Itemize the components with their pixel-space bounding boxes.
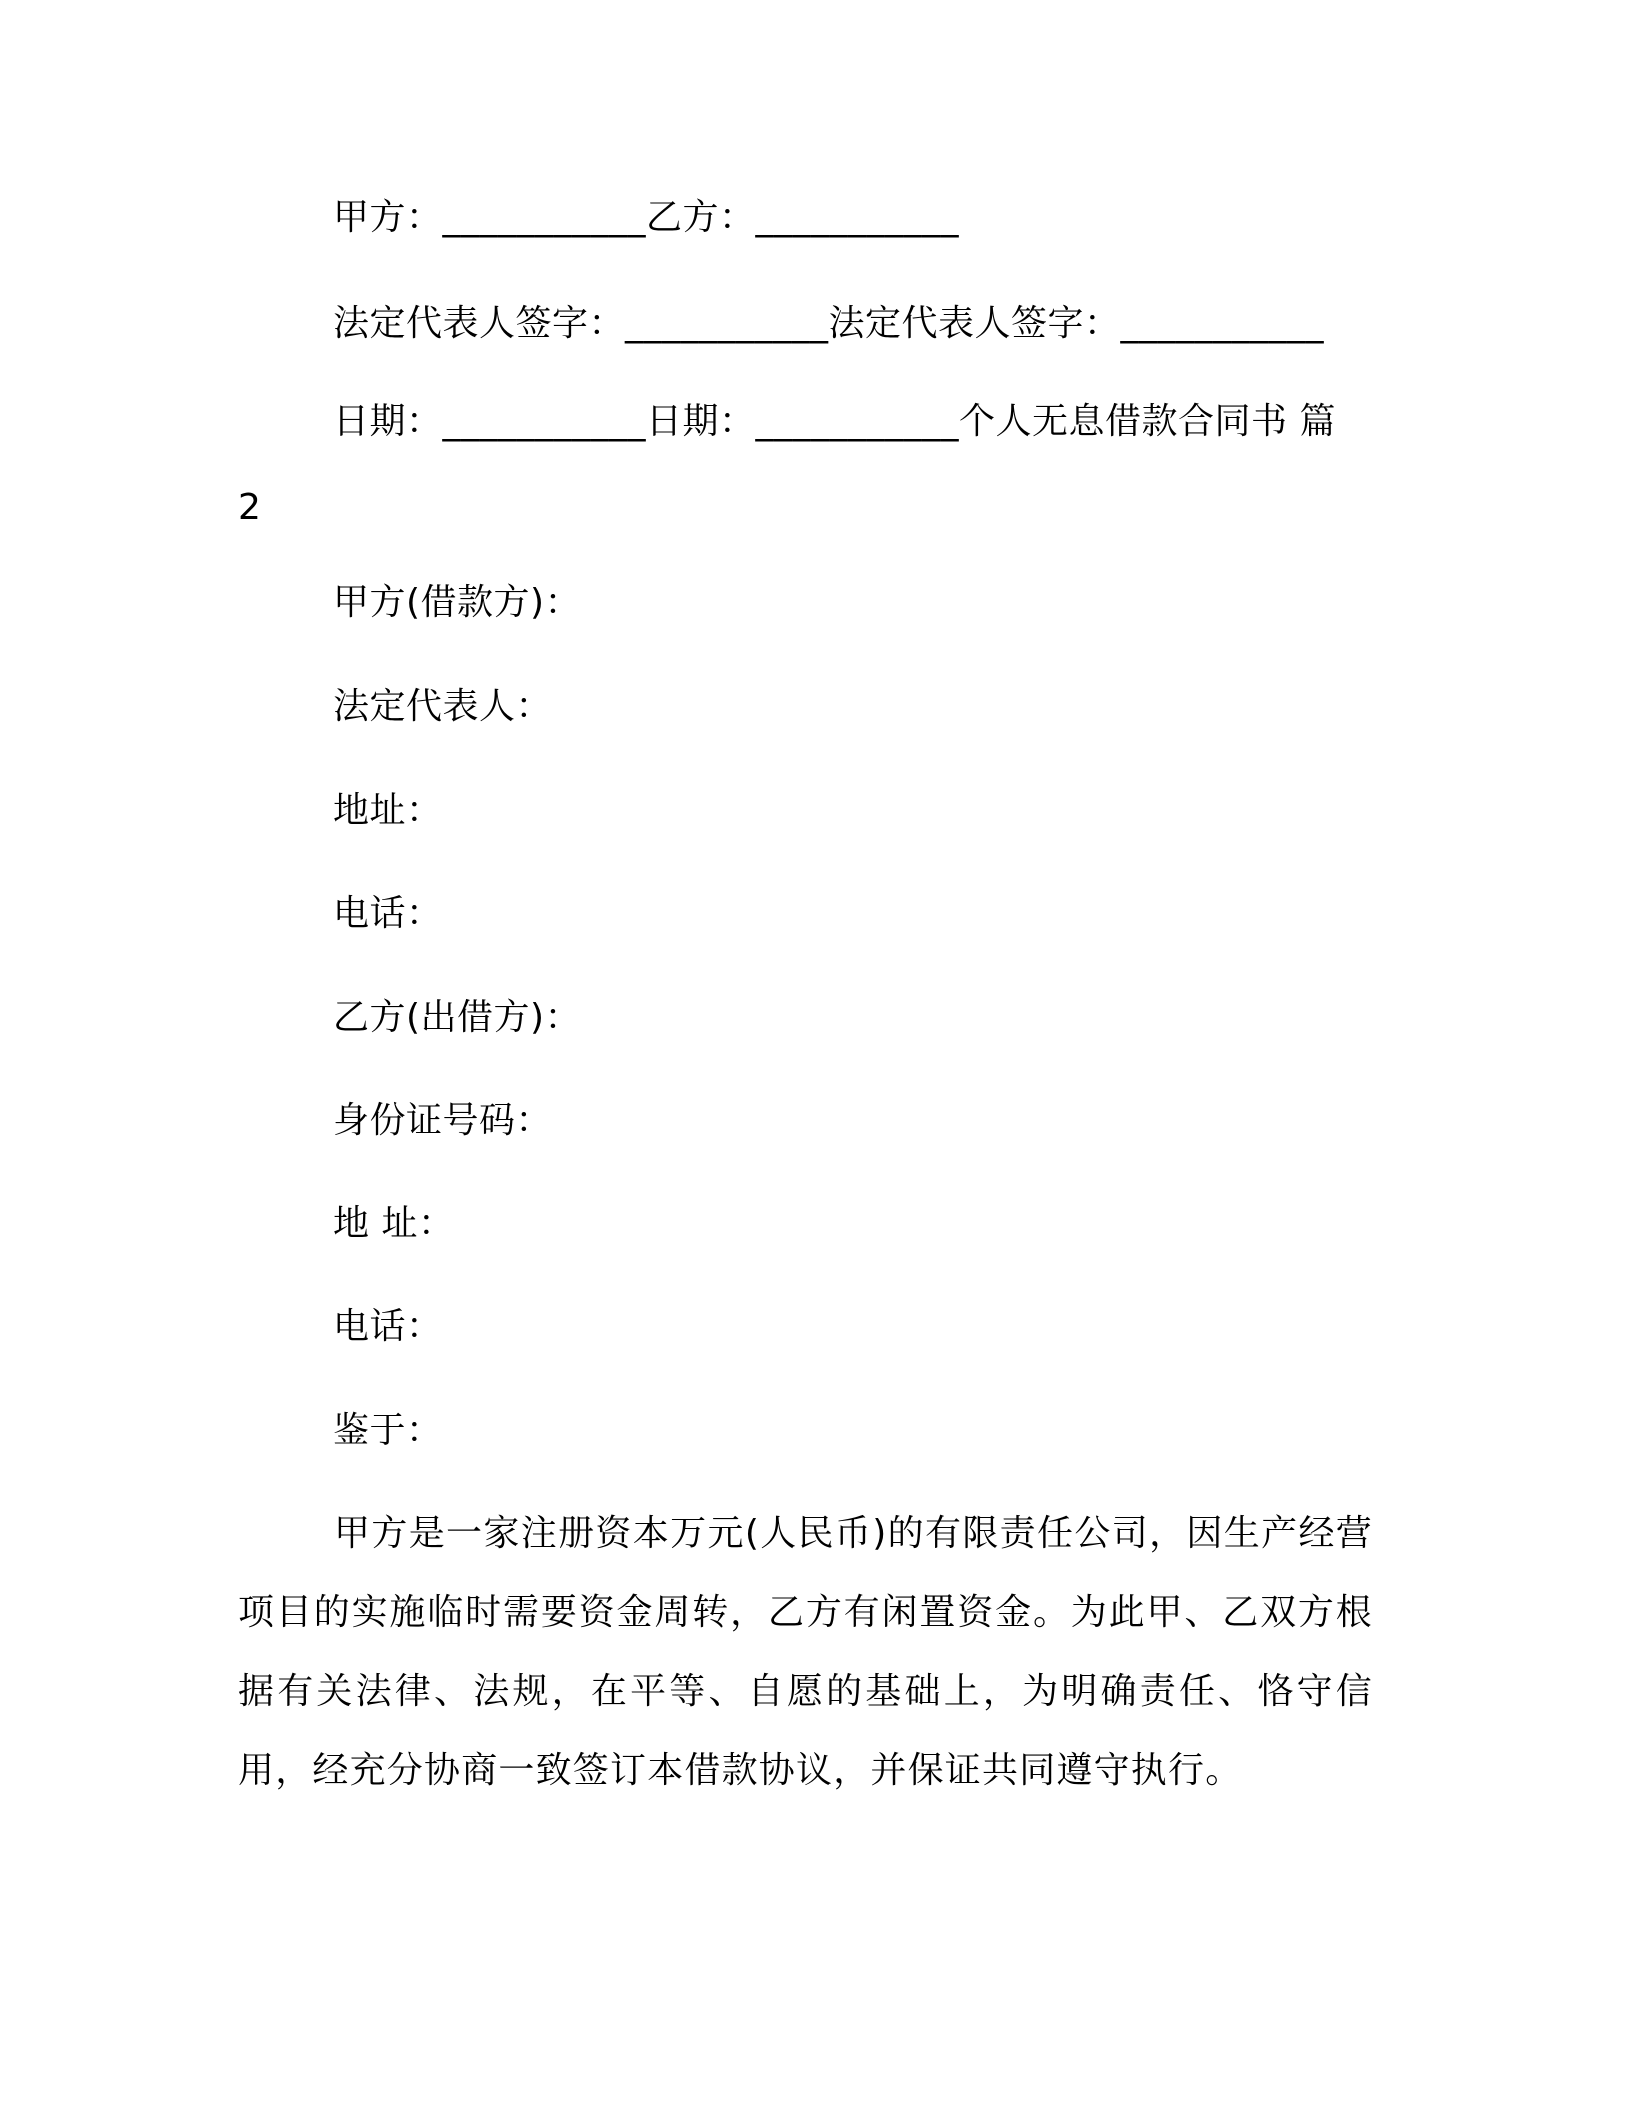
- party-a-title: 甲方(借款方)：: [333, 582, 582, 623]
- party-a-address: 地址：: [333, 790, 443, 831]
- party-b-phone: 电话：: [333, 1306, 443, 1347]
- party-signature-line: 甲方：___________乙方：___________: [333, 197, 960, 238]
- party-b-title: 乙方(出借方)：: [333, 997, 582, 1038]
- party-b-address: 地 址：: [333, 1203, 455, 1244]
- party-a-phone: 电话：: [333, 893, 443, 934]
- party-b-id-number: 身份证号码：: [333, 1100, 553, 1141]
- party-a-legal-rep: 法定代表人：: [333, 686, 553, 727]
- whereas-paragraph: 甲方是一家注册资本万元(人民币)的有限责任公司，因生产经营项目的实施临时需要资金周转，乙方有闲置资金。为此甲、乙双方根据有关法律、法规，在平等、自愿的基础上，为明确责任、恪守信用，经充分协商一致签订本借款协议，并保证共同遵守执行。: [238, 1513, 1373, 1791]
- whereas-label: 鉴于：: [333, 1410, 443, 1451]
- date-line: 日期：___________日期：___________个人无息借款合同书 篇: [333, 401, 1336, 442]
- legal-rep-signature-line: 法定代表人签字：___________法定代表人签字：___________: [333, 303, 1325, 344]
- date-line-wrap: 2: [238, 487, 262, 528]
